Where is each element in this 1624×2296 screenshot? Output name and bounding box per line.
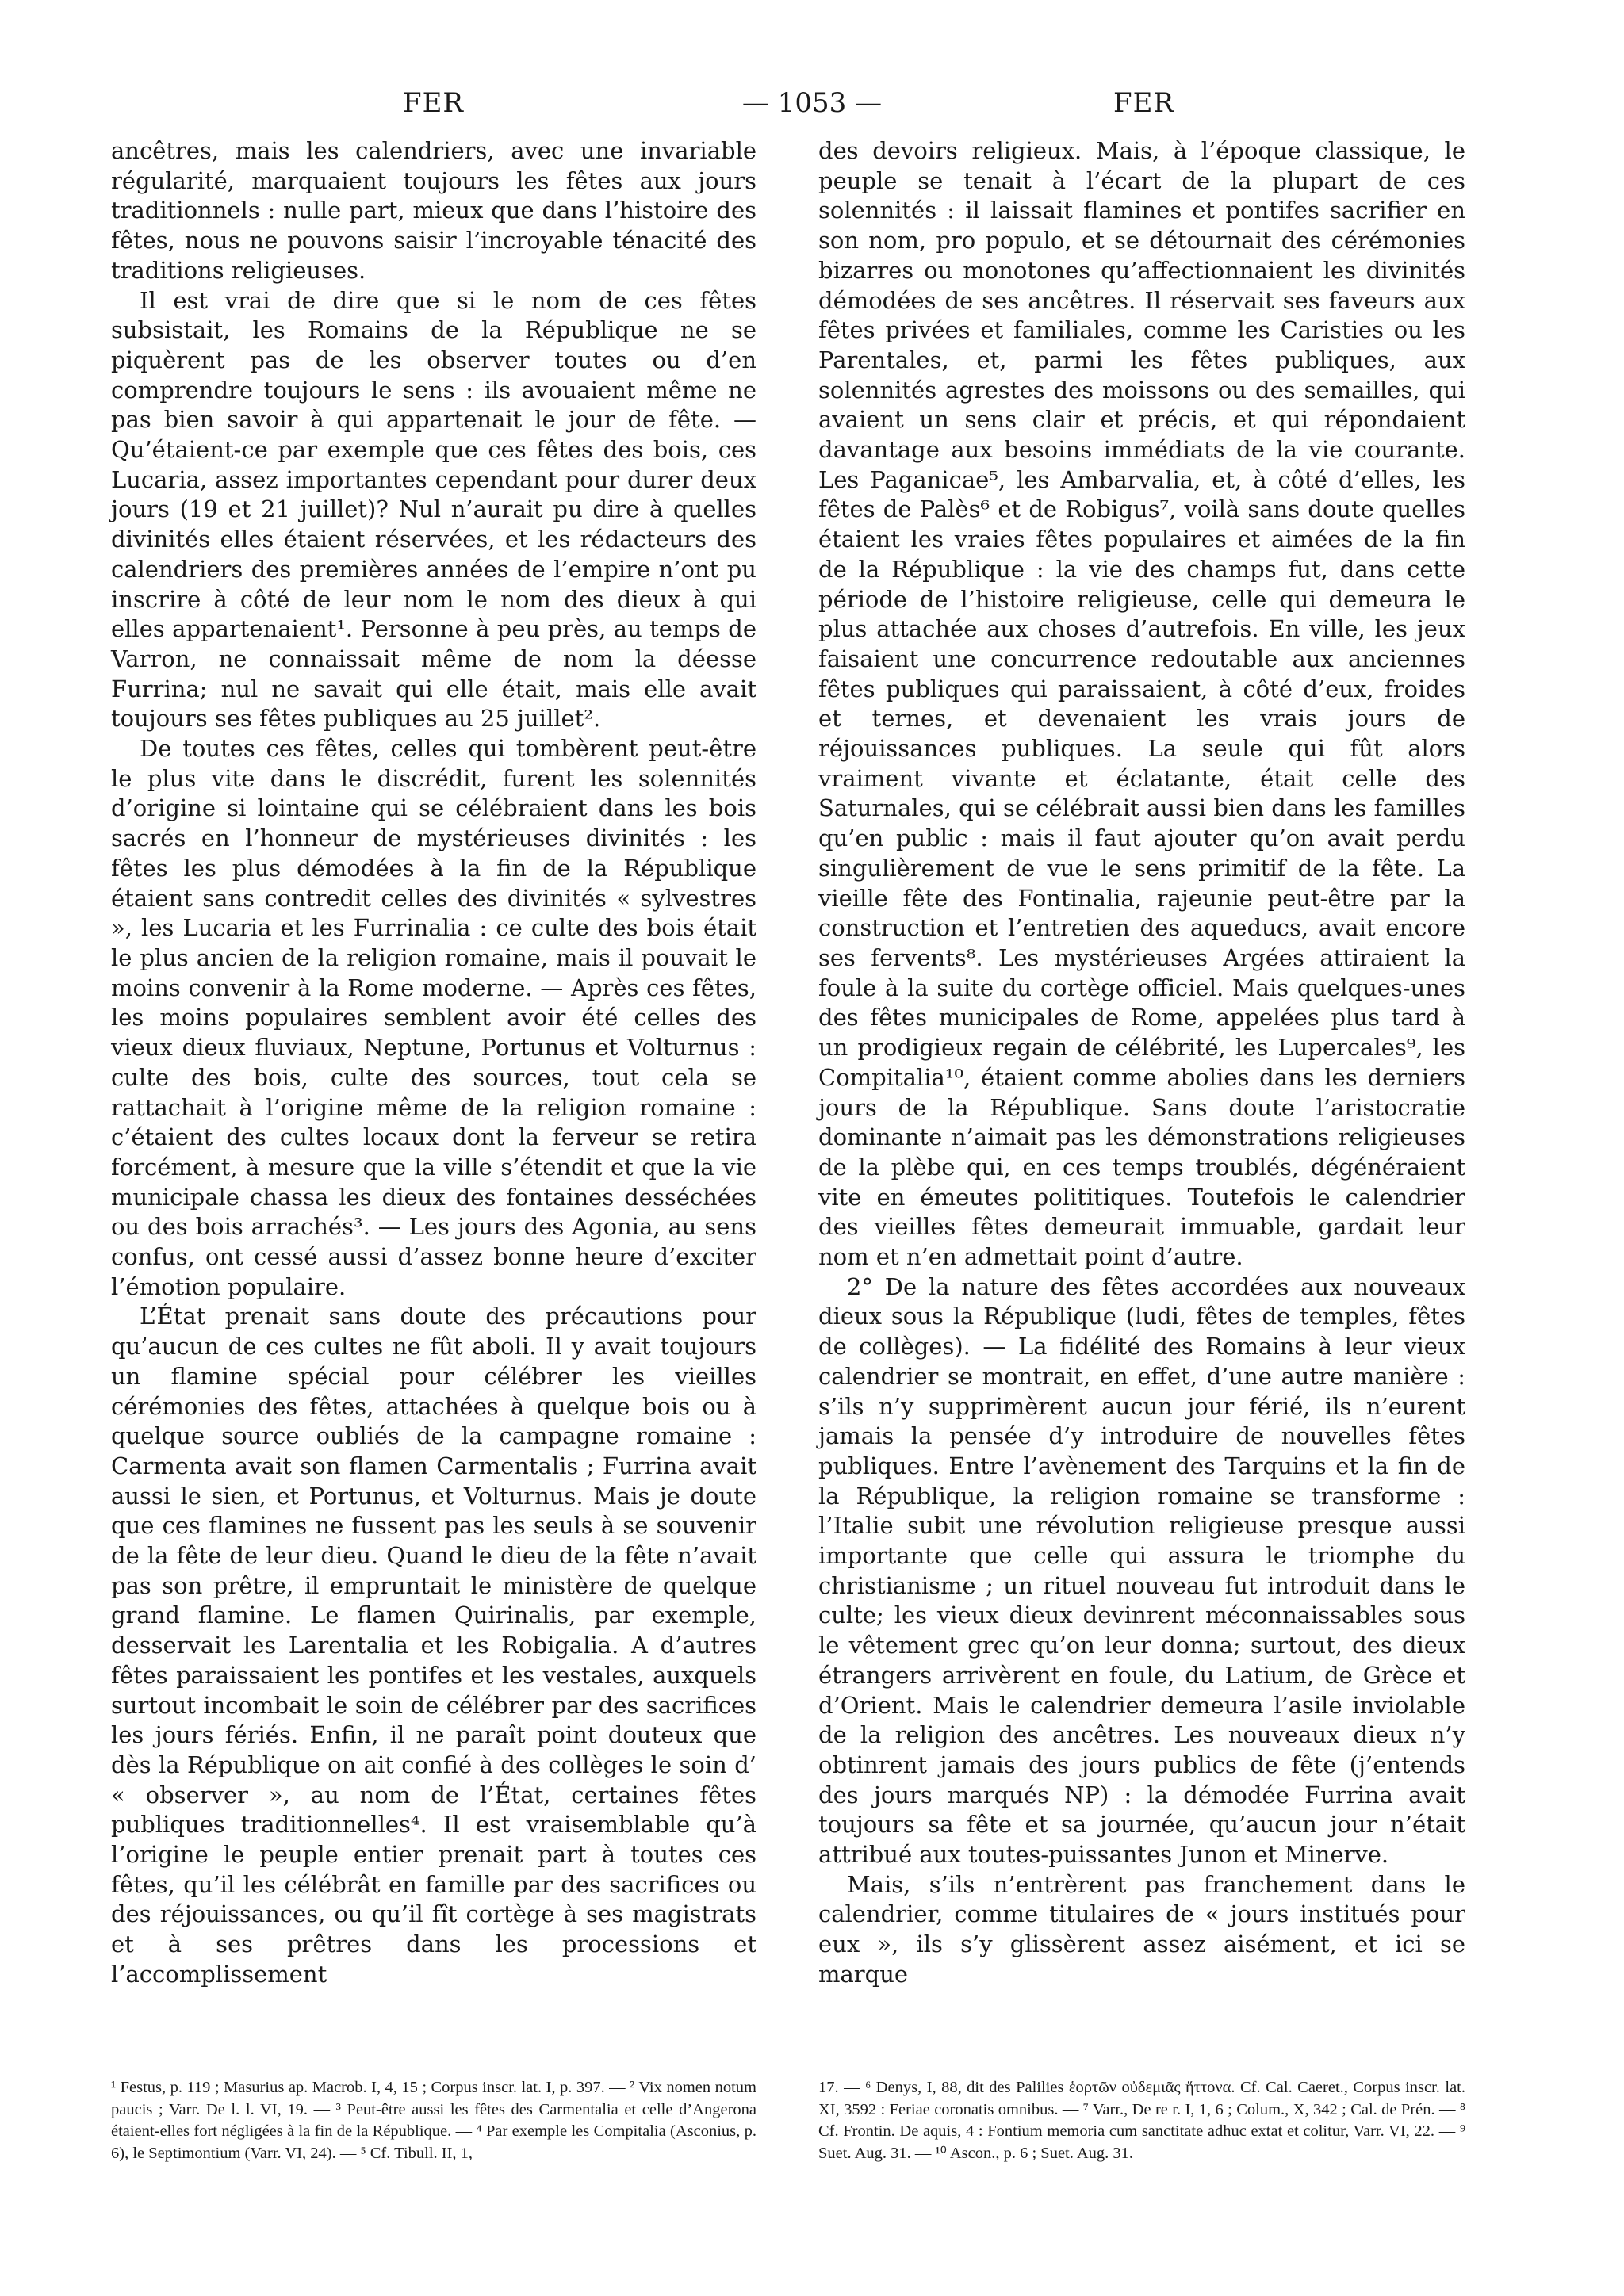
- page-number: — 1053 —: [741, 87, 883, 119]
- right-column: [818, 136, 1465, 1990]
- paragraph: De toutes ces fêtes, celles qui tombèrent peut-être le plus vite dans le discrédit, furent les solennités d’origine si lointaine qui se célébraient dans les bois sacrés en l’honneur de mystérieuses divinités : les fêtes les plus démodées à la fin de la République étaient sans contredit celles des divinités « sylvestres », les Lucaria et les Furrinalia : ce culte des bois était le plus ancien de la religion romaine, mais il pouvait le moins convenir à la Rome moderne. — Après ces fêtes, les moins populaires semblent avoir été celles des vieux dieux fluviaux, Neptune, Portunus et Volturnus : culte des bois, culte des sources, tout cela se rattachait à l’origine même de la religion romaine : c’étaient des cultes locaux dont la ferveur se retira forcément, à mesure que la ville s’étendit et que la vie municipale chassa les dieux des fontaines desséchées ou des bois arrachés³. — Les jours des Agonia, au sens confus, ont cessé aussi d’assez bonne heure d’exciter l’émotion populaire.: [111, 735, 756, 1300]
- paragraph: Il est vrai de dire que si le nom de ces fêtes subsistait, les Romains de la République ne se piquèrent pas de les observer toutes ou d’en comprendre toujours le sens : ils avouaient même ne pas bien savoir à qui appartenait le jour de fête. — Qu’étaient-ce par exemple que ces fêtes des bois, ces Lucaria, assez importantes cependant pour durer deux jours (19 et 21 juillet)? Nul n’aurait pu dire à quelles divinités elles étaient réservées, et les rédacteurs des calendriers des premières années de l’empire n’ont pu inscrire à côté de leur nom le nom des dieux à qui elles appartenaient¹. Personne à peu près, au temps de Varron, ne connaissait même de nom la déesse Furrina; nul ne savait qui elle était, mais elle avait toujours ses fêtes publiques au 25 juillet².: [111, 286, 756, 733]
- footnote-text: 17. — ⁶ Denys, I, 88, dit des Palilies ἑορτῶν οὐδεμιᾶς ἥττονα. Cf. Cal. Caeret., Corpus inscr. lat. XI, 3592 : Feriae coronatis omnibus. — ⁷ Varr., De re r. I, 1, 6 ; Colum., X, 342 ; Cal. de Prén. — ⁸ Cf. Frontin. De aquis, 4 : Fontium memoria cum sanctitate adhuc extat et colitur, Varr. VI, 22. — ⁹ Suet. Aug. 31. — ¹⁰ Ascon., p. 6 ; Suet. Aug. 31.: [818, 2079, 1465, 2162]
- page-header: [0, 87, 1624, 135]
- section-heading-paragraph: 2° De la nature des fêtes accordées aux nouveaux dieux sous la République (ludi, fêtes de temples, fêtes de collèges). — La fidélité des Romains à leur vieux calendrier se montrait, en effet, d’une autre manière : s’ils n’y supprimèrent aucun jour férié, ils n’eurent jamais la pensée d’y introduire de nouvelles fêtes publiques. Entre l’avènement des Tarquins et la fin de la République, la religion romaine se transforme : l’Italie subit une révolution religieuse presque aussi importante que celle qui assura le triomphe du christianisme ; un rituel nouveau fut introduit dans le culte; les vieux dieux devinrent méconnaissables sous le vêtement grec qu’on leur donna; surtout, des dieux étrangers arrivèrent en foule, du Latium, de Grèce et d’Orient. Mais le calendrier demeura l’asile inviolable de la religion des ancêtres. Les nouveaux dieux n’y obtinrent jamais des jours publics de fête (j’entends des jours marqués NP) : la démodée Furrina avait toujours sa fête et sa journée, qu’aucun jour n’était attribué aux toutes-puissantes Junon et Minerve.: [818, 1272, 1465, 1869]
- paragraph: Mais, s’ils n’entrèrent pas franchement dans le calendrier, comme titulaires de « jours institués pour eux », ils s’y glissèrent assez aisément, et ici se marque: [818, 1870, 1465, 1988]
- footnote-text: ¹ Festus, p. 119 ; Masurius ap. Macrob. I, 4, 15 ; Corpus inscr. lat. I, p. 397. — ² Vix nomen notum paucis ; Varr. De l. l. VI, 19. — ³ Peut-être aussi les fêtes des Carmentalia et celle d’Angerona étaient-elles fort négligées à la fin de la République. — ⁴ Par exemple les Compitalia (Asconius, p. 6), le Septimontium (Varr. VI, 24). — ⁵ Cf. Tibull. II, 1,: [111, 2079, 756, 2162]
- paragraph: L’État prenait sans doute des précautions pour qu’aucun de ces cultes ne fût aboli. Il y avait toujours un flamine spécial pour célébrer les vieilles cérémonies des fêtes, attachées à quelque bois ou à quelque source oubliés de la campagne romaine : Carmenta avait son flamen Carmentalis ; Furrina avait aussi le sien, et Portunus, et Volturnus. Mais je doute que ces flamines ne fussent pas les seuls à se souvenir de la fête de leur dieu. Quand le dieu de la fête n’avait pas son prêtre, il empruntait le ministère de quelque grand flamine. Le flamen Quirinalis, par exemple, desservait les Larentalia et les Robigalia. A d’autres fêtes paraissaient les pontifes et les vestales, auxquels surtout incombait le soin de célébrer par des sacrifices les jours fériés. Enfin, il ne paraît point douteux que dès la République on ait confié à des collèges le soin d’ « observer », au nom de l’État, certaines fêtes publiques traditionnelles⁴. Il est vraisemblable qu’à l’origine le peuple entier prenait part à toutes ces fêtes, qu’il les célébrât en famille par des sacrifices ou des réjouissances, ou qu’il fît cortège à ses magistrats et à ses prêtres dans les processions et l’accomplissement: [111, 1303, 756, 1988]
- running-head-left: FER: [403, 87, 465, 119]
- paragraph: ancêtres, mais les calendriers, avec une invariable régularité, marquaient toujours les fêtes aux jours traditionnels : nulle part, mieux que dans l’histoire des fêtes, nous ne pouvons saisir l’incroyable ténacité des traditions religieuses.: [111, 137, 756, 284]
- running-head-right: FER: [1113, 87, 1175, 119]
- footnotes-left: [111, 2077, 756, 2164]
- footnotes-right: [818, 2077, 1465, 2164]
- paragraph: des devoirs religieux. Mais, à l’époque classique, le peuple se tenait à l’écart de la plupart de ces solennités : il laissait flamines et pontifes sacrifier en son nom, pro populo, et se détournait des cérémonies bizarres ou monotones qu’affectionnaient les divinités démodées de ses ancêtres. Il réservait ses faveurs aux fêtes privées et familiales, comme les Caristies ou les Parentales, et, parmi les fêtes publiques, aux solennités agrestes des moissons ou des semailles, qui avaient un sens clair et précis, et qui répondaient davantage aux besoins immédiats de la vie courante. Les Paganicae⁵, les Ambarvalia, et, à côté d’elles, les fêtes de Palès⁶ et de Robigus⁷, voilà sans doute quelles étaient les vraies fêtes populaires et aimées de la fin de la République : la vie des champs fut, dans cette période de l’histoire religieuse, celle qui demeura le plus attachée aux choses d’autrefois. En ville, les jeux faisaient une concurrence redoutable aux anciennes fêtes publiques qui paraissaient, à côté d’eux, froides et ternes, et devenaient les vrais jours de réjouissances publiques. La seule qui fût alors vraiment vivante et éclatante, était celle des Saturnales, qui se célébrait aussi bien dans les familles qu’en public : mais il faut ajouter qu’on avait perdu singulièrement de vue le sens primitif de la fête. La vieille fête des Fontinalia, rajeunie peut-être par la construction et l’entretien des aqueducs, avait encore ses fervents⁸. Les mystérieuses Argées attiraient la foule à la suite du cortège officiel. Mais quelques-unes des fêtes municipales de Rome, appelées plus tard à un prodigieux regain de célébrité, les Lupercales⁹, les Compitalia¹⁰, étaient comme abolies dans les derniers jours de la République. Sans doute l’aristocratie dominante n’aimait pas les démonstrations religieuses de la plèbe qui, en ces temps troublés, dégénéraient vite en émeutes polititiques. Toutefois le calendrier des vieilles fêtes demeurait immuable, gardait leur nom et n’en admettait point d’autre.: [818, 137, 1465, 1271]
- left-column: [111, 136, 756, 1990]
